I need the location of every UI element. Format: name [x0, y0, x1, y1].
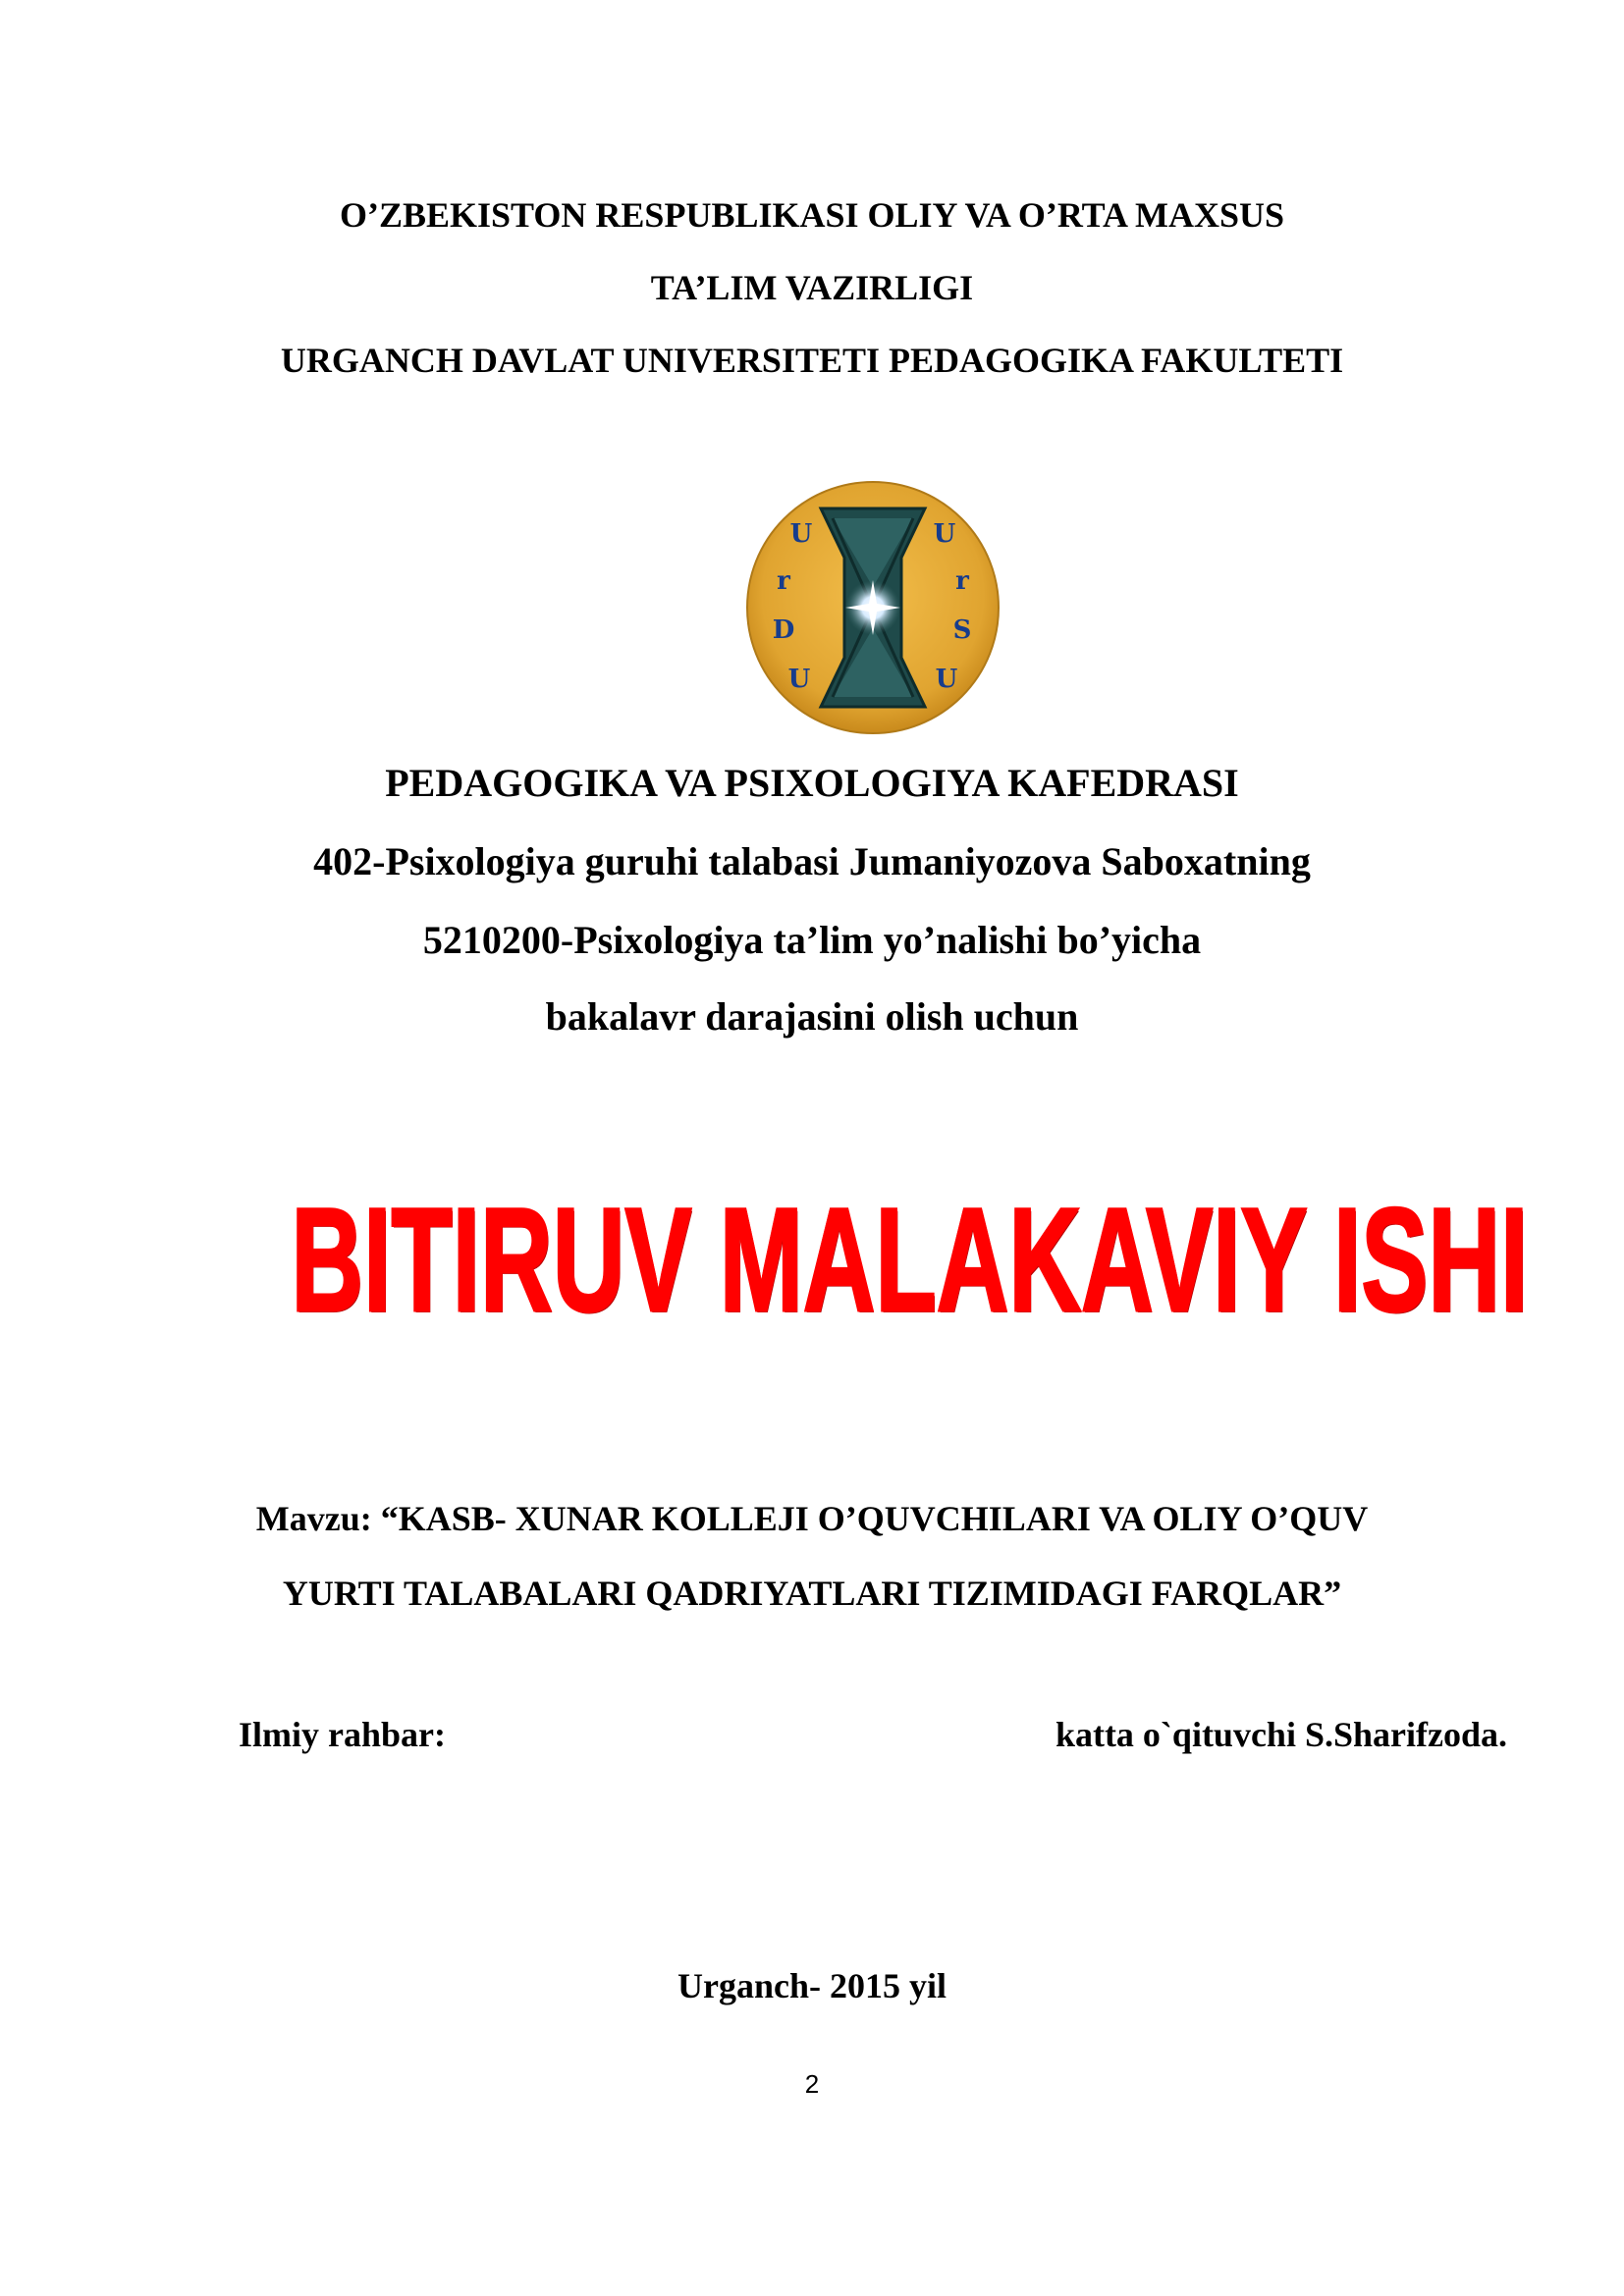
- direction-line: 5210200-Psixologiya ta’lim yo’nalishi bo’yicha: [422, 918, 1202, 962]
- supervisor-label: Ilmiy rahbar:: [239, 1715, 446, 1754]
- svg-text:r: r: [777, 566, 790, 596]
- svg-text:r: r: [955, 566, 969, 596]
- university-emblem-icon: [744, 479, 1001, 736]
- svg-text:U: U: [933, 519, 956, 549]
- department-name: PEDAGOGIKA VA PSIXOLOGIYA KAFEDRASI: [385, 761, 1239, 805]
- topic-line-1: Mavzu: “KASB- XUNAR KOLLEJI O’QUVCHILARI VA OLIY O’QUV: [255, 1499, 1369, 1538]
- city-year: Urganch- 2015 yil: [677, 1966, 947, 2005]
- topic-line-2: YURTI TALABALARI QADRIYATLARI TIZIMIDAGI FARQLAR”: [282, 1574, 1342, 1613]
- svg-text:D: D: [772, 615, 795, 645]
- supervisor-row: [239, 1714, 1507, 1761]
- ministry-line-2: TA’LIM VAZIRLIGI: [650, 268, 974, 307]
- svg-text:U: U: [789, 519, 813, 549]
- svg-text:U: U: [935, 665, 958, 694]
- degree-line: bakalavr darajasini olish uchun: [545, 994, 1079, 1039]
- document-title-text: BITIRUV MALAKAVIY ISHI: [291, 1177, 1529, 1342]
- ministry-line-1: O’ZBEKISTON RESPUBLIKASI OLIY VA O’RTA MAXSUS: [340, 195, 1284, 235]
- student-line: 402-Psixologiya guruhi talabasi Jumaniyozova Saboxatning: [313, 839, 1311, 883]
- document-title: [0, 1177, 1624, 1342]
- university-name: URGANCH DAVLAT UNIVERSITETI PEDAGOGIKA FAKULTETI: [280, 341, 1344, 380]
- supervisor-name: katta o`qituvchi S.Sharifzoda.: [1055, 1715, 1507, 1754]
- svg-text:S: S: [952, 615, 972, 645]
- page-number: 2: [804, 2069, 820, 2099]
- svg-text:U: U: [787, 665, 811, 694]
